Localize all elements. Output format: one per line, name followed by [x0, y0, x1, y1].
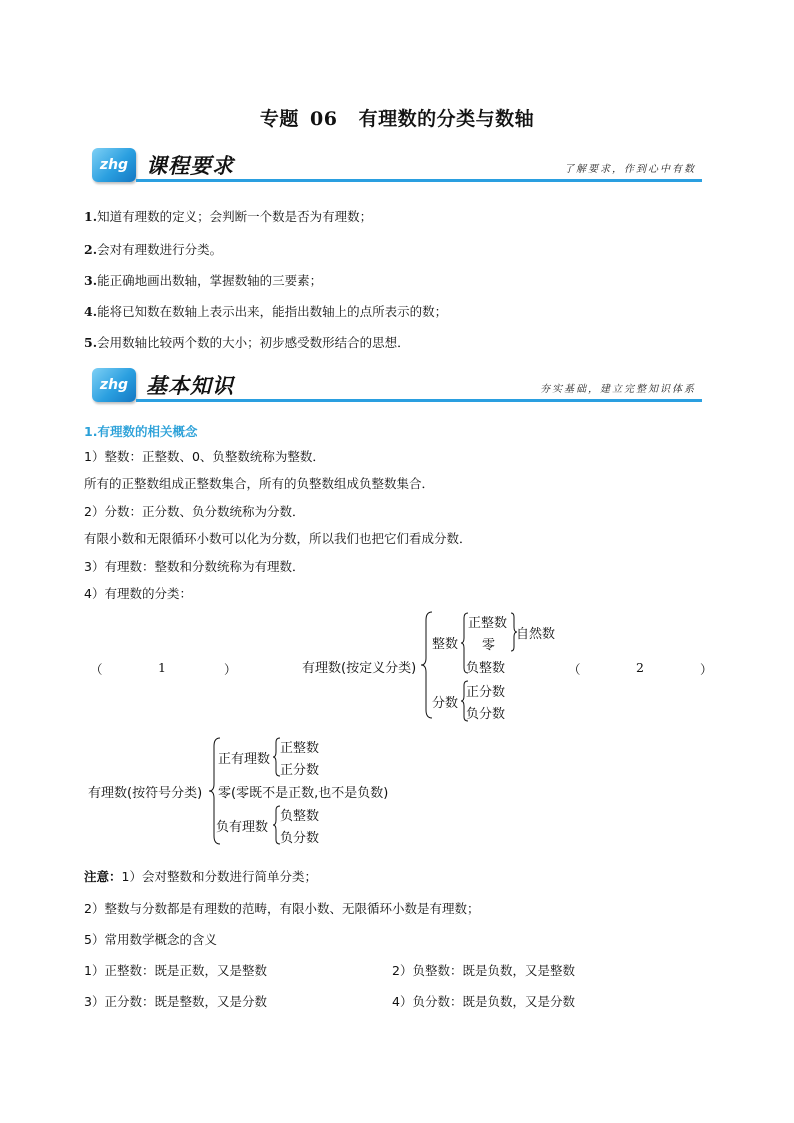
root-label: 有理数(按定义分类) — [302, 661, 417, 676]
banner-underline — [136, 179, 702, 182]
definition-item: 1）正整数：既是正数，又是整数 — [84, 963, 267, 978]
banner-tagline: 夯实基础，建立完整知识体系 — [540, 384, 696, 395]
banner-tagline: 了解要求，作到心中有数 — [564, 164, 696, 175]
note-line: 2）整数与分数都是有理数的范畴，有限小数、无限循环小数是有理数； — [84, 901, 480, 916]
text-line: 有限小数和无限循环小数可以化为分数，所以我们也把它们看成分数． — [84, 531, 472, 546]
zhg-logo: zhg — [92, 368, 136, 402]
requirement-item: 5.会用数轴比较两个数的大小；初步感受数形结合的思想． — [84, 335, 410, 350]
equation-label: 2 — [636, 660, 644, 675]
zhg-logo: zhg — [92, 148, 136, 182]
section-banner-basics — [92, 368, 702, 404]
banner-title: 基本知识 — [146, 374, 234, 398]
note-line: 注意：1）会对整数和分数进行简单分类； — [84, 869, 317, 884]
requirement-item: 1.知道有理数的定义；会判断一个数是否为有理数； — [84, 209, 373, 224]
negative-integer-label: 负整数 — [280, 809, 320, 824]
definition-item: 2）负整数：既是负数，又是整数 — [392, 963, 575, 978]
requirement-item: 2.会对有理数进行分类。 — [84, 242, 223, 257]
text-line: 1）整数：正整数、0、负整数统称为整数． — [84, 449, 325, 464]
paren-open: （ — [90, 662, 103, 677]
natural-number-label: 自然数 — [516, 627, 556, 642]
equation-label: 1 — [158, 660, 166, 675]
requirement-item: 3.能正确地画出数轴，掌握数轴的三要素； — [84, 273, 323, 288]
title-text: 有理数的分类与数轴 — [358, 108, 535, 130]
banner-title: 课程要求 — [146, 154, 234, 178]
positive-fraction-label: 正分数 — [466, 685, 506, 700]
text-line: 4）有理数的分类： — [84, 586, 192, 601]
integer-label: 整数 — [432, 637, 459, 652]
section-banner-requirements — [92, 148, 702, 184]
title-prefix: 专题 — [259, 108, 299, 130]
note-line: 5）常用数学概念的含义 — [84, 932, 217, 947]
zero-note: 零(零既不是正数,也不是负数) — [218, 786, 389, 801]
title-number: 06 — [310, 108, 338, 130]
text-line: 3）有理数：整数和分数统称为有理数． — [84, 559, 305, 574]
requirement-item: 4.能将已知数在数轴上表示出来，能指出数轴上的点所表示的数； — [84, 304, 448, 319]
text-line: 2）分数：正分数、负分数统称为分数． — [84, 504, 305, 519]
positive-integer-label: 正整数 — [280, 741, 320, 756]
paren-close: ） — [224, 662, 237, 677]
definition-item: 4）负分数：既是负数，又是分数 — [392, 994, 575, 1009]
root-label: 有理数(按符号分类) — [88, 786, 203, 801]
section-heading: 1.有理数的相关概念 — [84, 424, 198, 439]
negative-fraction-label: 负分数 — [280, 831, 320, 846]
banner-underline — [136, 399, 702, 402]
negative-rational-label: 负有理数 — [216, 820, 269, 835]
paren-close: ） — [700, 662, 713, 677]
positive-rational-label: 正有理数 — [218, 752, 271, 767]
zero-label: 零 — [482, 638, 496, 653]
text-line: 所有的正整数组成正整数集合，所有的负整数组成负整数集合． — [84, 476, 435, 491]
note-label: 注意： — [84, 869, 122, 884]
negative-integer-label: 负整数 — [466, 661, 506, 676]
positive-fraction-label: 正分数 — [280, 763, 320, 778]
negative-fraction-label: 负分数 — [466, 707, 506, 722]
page-title — [0, 104, 794, 131]
positive-integer-label: 正整数 — [468, 616, 508, 631]
paren-open: （ — [568, 662, 581, 677]
definition-item: 3）正分数：既是整数，又是分数 — [84, 994, 267, 1009]
fraction-label: 分数 — [432, 696, 459, 711]
